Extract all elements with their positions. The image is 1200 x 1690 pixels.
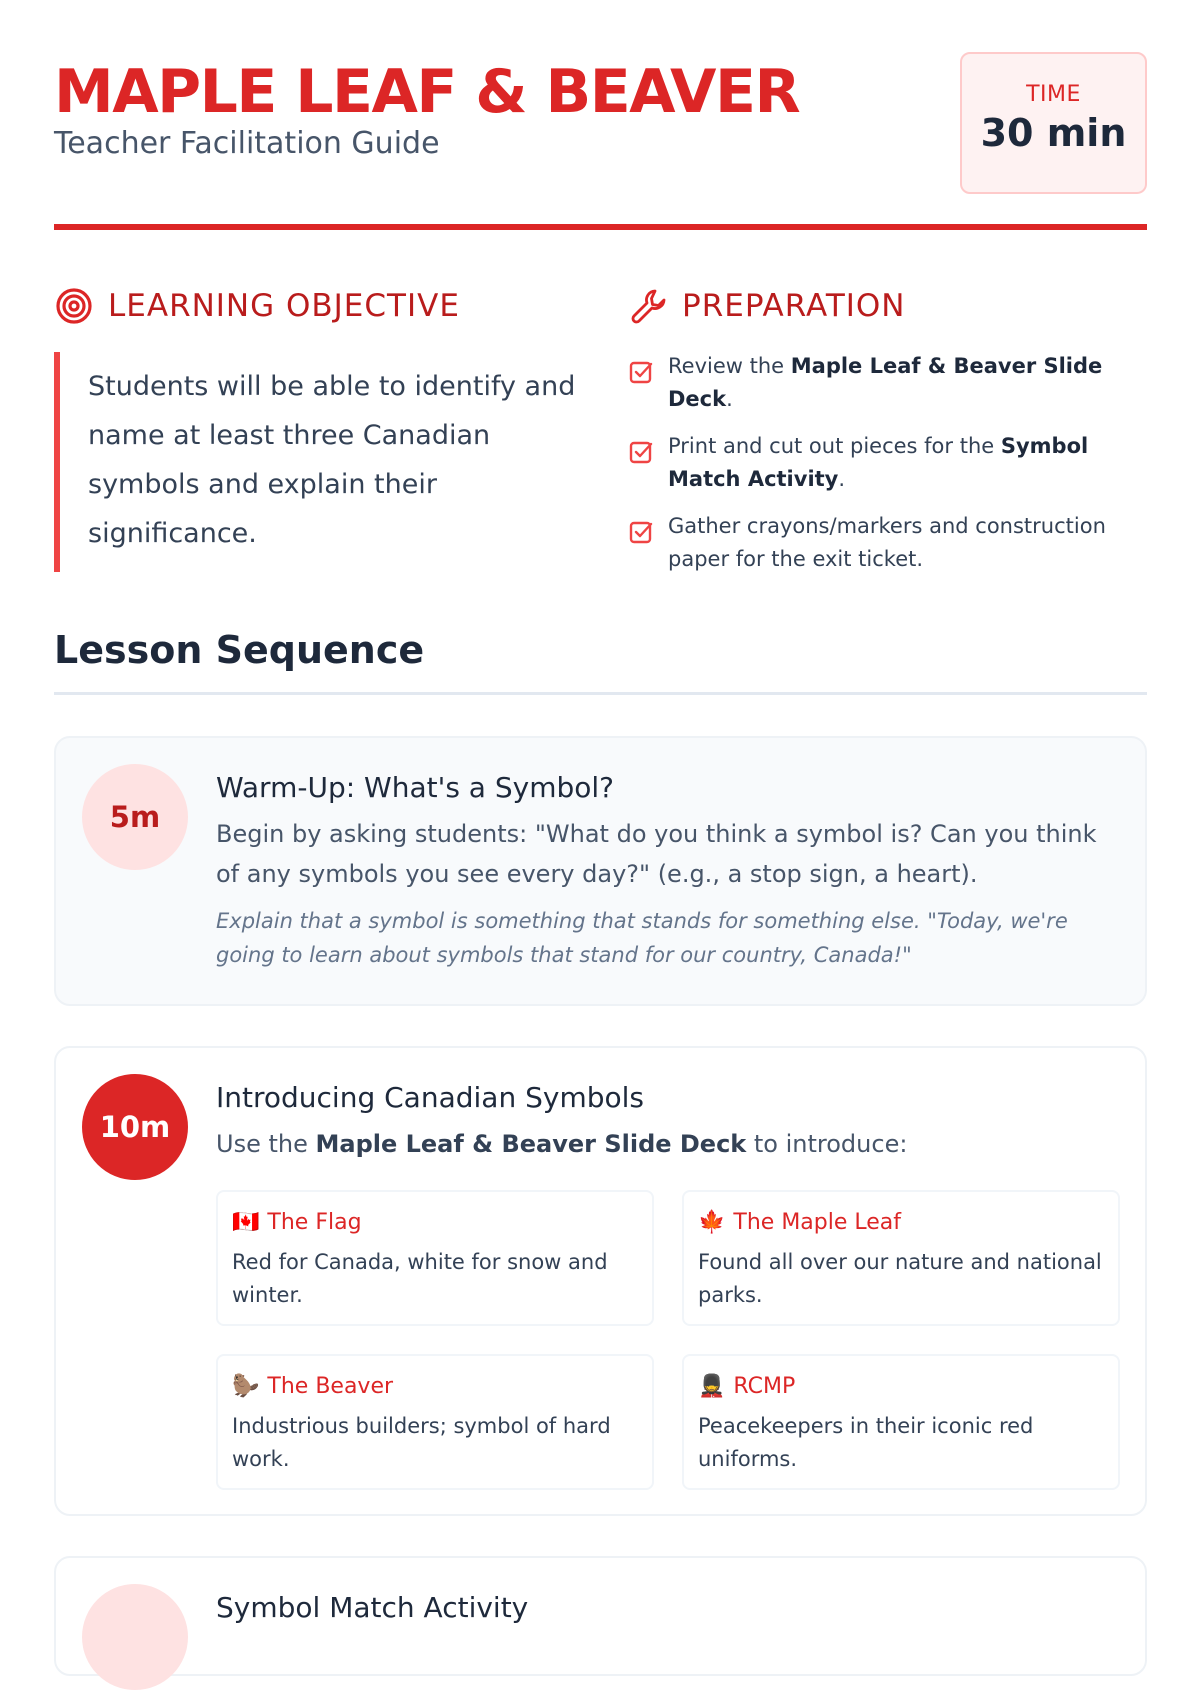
step-text-part: to introduce:	[746, 1130, 908, 1158]
time-box	[960, 52, 1147, 194]
prep-text: .	[838, 467, 846, 491]
header	[54, 52, 1147, 232]
lesson-sequence-divider	[54, 692, 1147, 695]
page	[54, 0, 1147, 1624]
symbol-name: The Beaver	[267, 1374, 394, 1399]
symbol-card-rcmp	[682, 1354, 1120, 1490]
symbol-card-flag	[216, 1190, 654, 1326]
prep-text: .	[726, 387, 733, 411]
prep-text: Gather crayons/markers and construction paper for the exit ticket.	[668, 514, 1106, 571]
header-divider	[54, 224, 1147, 230]
prep-item-text	[668, 510, 1158, 576]
guard-icon: 💂	[698, 1374, 726, 1399]
symbol-card-beaver	[216, 1354, 654, 1490]
prep-item	[628, 510, 1158, 576]
objective-heading-text: LEARNING OBJECTIVE	[108, 288, 460, 324]
lesson-step-warmup	[54, 736, 1147, 1006]
page-title: MAPLE LEAF & BEAVER	[54, 57, 800, 127]
step-title: Introducing Canadian Symbols	[216, 1081, 644, 1114]
prep-item-text	[668, 350, 1158, 416]
symbol-grid	[216, 1190, 1120, 1492]
beaver-icon: 🦫	[232, 1374, 260, 1399]
duration-badge: 5m	[82, 764, 188, 870]
symbol-card-header	[698, 1206, 1104, 1240]
lesson-step-match-activity	[54, 1556, 1147, 1676]
wrench-icon	[628, 286, 668, 326]
prep-text: Review the	[668, 354, 791, 378]
checkbox-checked-icon	[628, 359, 654, 385]
objective-heading	[54, 284, 460, 328]
prep-item	[628, 350, 1158, 416]
page-subtitle: Teacher Facilitation Guide	[54, 126, 440, 161]
prep-bold: Symbol Match Activity	[668, 434, 1089, 491]
time-value: 30 min	[980, 111, 1127, 155]
step-body	[216, 768, 1116, 972]
prep-text: Print and cut out pieces for the	[668, 434, 1001, 458]
symbol-card-header	[232, 1206, 638, 1240]
prep-bold: Maple Leaf & Beaver Slide Deck	[668, 354, 1103, 411]
checkbox-checked-icon	[628, 519, 654, 545]
preparation-heading-text: PREPARATION	[682, 288, 906, 324]
step-text	[216, 1124, 1116, 1164]
step-title: Symbol Match Activity	[216, 1591, 529, 1624]
symbol-description: Found all over our nature and national parks.	[698, 1250, 1102, 1307]
duration-badge: 10m	[82, 1074, 188, 1180]
prep-item-text	[668, 430, 1158, 496]
step-text-bold: Maple Leaf & Beaver Slide Deck	[315, 1130, 747, 1158]
symbol-description: Red for Canada, white for snow and winter.	[232, 1250, 608, 1307]
step-text-part: Use the	[216, 1130, 316, 1158]
step-note: Explain that a symbol is something that stands for something else. "Today, we're going to learn about symbols that stand for our country, Canada!"	[216, 909, 1068, 967]
step-body	[216, 1078, 1116, 1164]
objective-text: Students will be able to identify and name at least three Canadian symbols and explain their significance.	[88, 371, 576, 549]
maple-leaf-icon: 🍁	[698, 1210, 726, 1235]
symbol-name: The Flag	[267, 1210, 362, 1235]
lesson-step-symbols	[54, 1046, 1147, 1516]
symbol-card-maple-leaf	[682, 1190, 1120, 1326]
preparation-heading	[628, 284, 906, 328]
canada-flag-icon: 🇨🇦	[232, 1210, 260, 1235]
prep-item	[628, 430, 1158, 496]
symbol-name: The Maple Leaf	[733, 1210, 902, 1235]
objective-box	[54, 352, 594, 572]
symbol-name: RCMP	[733, 1374, 796, 1399]
symbol-description: Industrious builders; symbol of hard work.	[232, 1414, 611, 1471]
checkbox-checked-icon	[628, 439, 654, 465]
duration-badge	[82, 1584, 188, 1690]
symbol-description: Peacekeepers in their iconic red uniforms.	[698, 1414, 1034, 1471]
step-text: Begin by asking students: "What do you think a symbol is? Can you think of any symbols you see every day?" (e.g., a stop sign, a heart).	[216, 820, 1097, 888]
time-label: TIME	[1026, 82, 1081, 107]
step-body	[216, 1588, 1116, 1628]
lesson-sequence-title: Lesson Sequence	[54, 628, 425, 672]
symbol-card-header	[698, 1370, 1104, 1404]
symbol-card-header	[232, 1370, 638, 1404]
step-title: Warm-Up: What's a Symbol?	[216, 771, 615, 804]
target-icon	[54, 286, 94, 326]
preparation-list	[628, 350, 1158, 590]
